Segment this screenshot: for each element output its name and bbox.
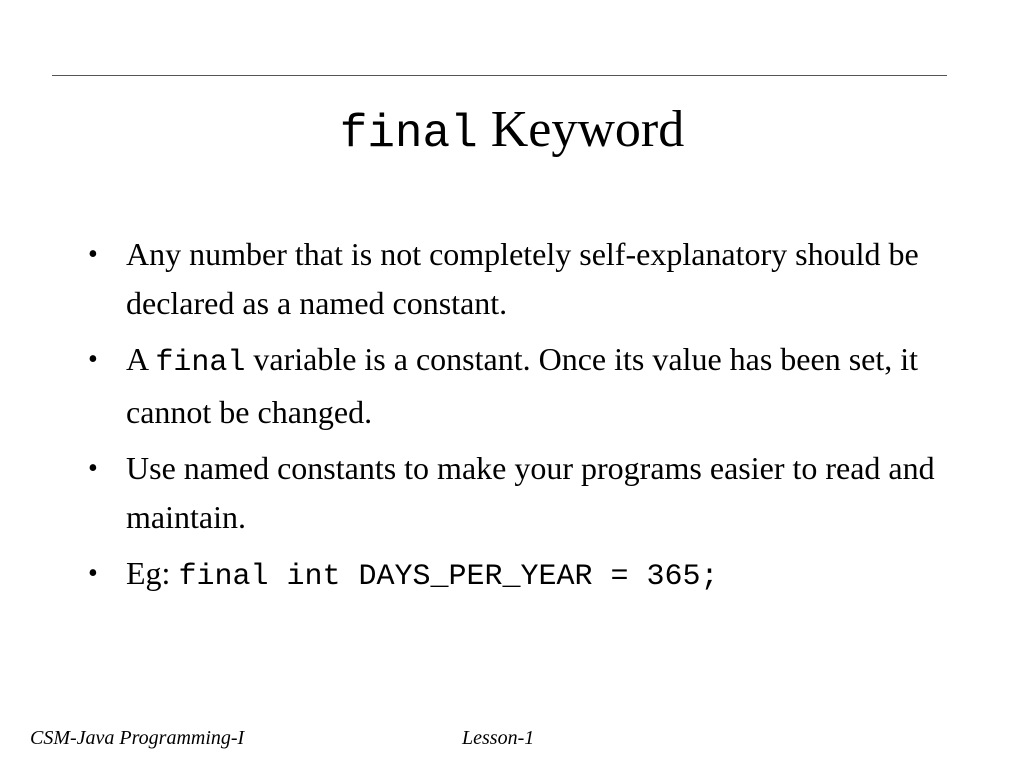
bullet-suffix: variable is a constant. Once its value has been set, it cannot be changed. [126, 341, 919, 430]
list-item [88, 549, 948, 602]
list-item [88, 444, 948, 542]
list-item [88, 230, 948, 328]
footer-course: CSM-Java Programming-I [30, 727, 245, 749]
list-item [88, 335, 948, 437]
bullet-icon: • [88, 344, 98, 375]
title-text: Keyword [490, 101, 685, 158]
bullet-icon: • [88, 453, 98, 484]
bullet-code: final [155, 346, 246, 380]
bullet-icon: • [88, 558, 98, 589]
bullet-prefix: A [126, 341, 156, 377]
slide-title [0, 98, 1024, 166]
title-code: final [339, 108, 478, 160]
bullet-icon: • [88, 239, 98, 270]
bullet-list [88, 230, 948, 609]
header-divider [52, 75, 947, 76]
bullet-prefix: Eg: [126, 555, 179, 591]
footer-lesson: Lesson-1 [462, 727, 535, 749]
bullet-text: Any number that is not completely self-explanatory should be declared as a named constant. [126, 236, 919, 321]
bullet-text: Use named constants to make your programs easier to read and maintain. [126, 450, 935, 535]
bullet-code: final int DAYS_PER_YEAR = 365; [178, 560, 719, 594]
